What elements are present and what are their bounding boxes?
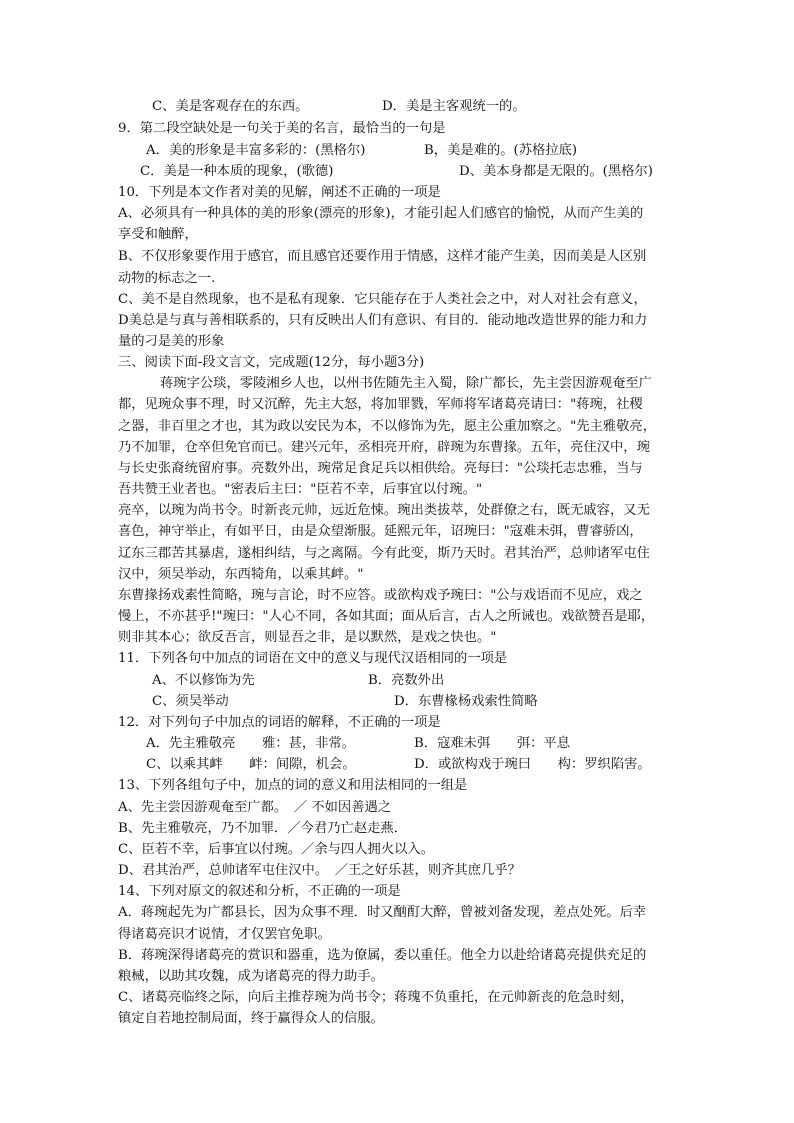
q13-line: B、先主雅敬亮，乃不加罪．／今君乃亡赵走燕．	[118, 821, 408, 836]
q8-option-c: C、美是客观存在的东西。	[152, 99, 309, 114]
passage-line: 则非其本心；欲反吾言，则显吾之非，是以默然，是戏之快也。"	[118, 630, 497, 645]
passage-line: 乃不加罪，仓卒但免官而已。建兴元年，丞相亮开府，辟琬为东曹掾。五年，亮住汉中，琬	[118, 440, 650, 455]
passage-line: 汉中，须吴举动，东西犄角，以乘其衅。"	[118, 567, 364, 582]
q14-line: C、诸葛亮临终之际，向后主推荐琬为尚书令；蒋瑰不负重托，在元帅新丧的危急时刻，	[118, 990, 634, 1005]
q14-line: 得诸葛亮识才说情，才仅罢官免职。	[118, 927, 331, 942]
passage-line: 辽东三郡苦其暴虐，遂相纠结，与之离隔。今有此变，斯乃天时。君其治严，总帅诸军屯住	[118, 546, 650, 561]
passage-line: 亮卒，以琬为尚书令。时新丧元帅，远近危悚。琬出类拔萃，处群僚之右，既无戚容，又无	[118, 503, 650, 518]
q12-option-d: D．或欲构戏于琬曰 构：罗织陷害。	[414, 757, 651, 772]
passage-line: 与长史张裔统留府事。亮数外出，琬常足食足兵以相供给。亮每曰："公琰托志忠雅，当与	[118, 461, 643, 476]
passage-line: 喜色，神守举止，有如平日，由是众望渐服。延熙元年，诏琬曰："寇难未弭，曹睿骄凶，	[118, 524, 643, 539]
q10-line: B、不仅形象要作用于感官，而且感官还要作用于情感，这样才能产生美，因而美是人区别	[118, 249, 647, 264]
q12-option-c: C、以乘其衅 衅：间隙，机会。	[146, 757, 356, 772]
passage-line: 吾共赞王业者也。"密表后主曰："臣若不幸，后事宜以付琬。"	[118, 482, 483, 497]
q10-stem: 10．下列是本文作者对美的见解，阐述不正确的一项是	[118, 185, 441, 200]
q10-line: A、必须具有一种具体的美的形象(漂亮的形象)，才能引起人们感官的愉悦，从而产生美的	[118, 206, 644, 221]
q11-option-c: C、须吴举动	[152, 694, 229, 709]
q13-line: A、先主尝因游观奄至广都。 ／ 不如因善遇之	[118, 800, 392, 815]
passage-line: 都，见琬众事不理，时又沉醉，先主大怒，将加罪戮，军师将军诸葛亮请曰："蒋琬，社稷	[118, 397, 643, 412]
q14-line: A．蒋琬起先为广都县长，因为众事不理．时又酗酊大醉，曾被刘备发现，差点处死。后幸	[118, 905, 647, 920]
q9-option-b: B，美是难的。(苏格拉底)	[424, 143, 578, 158]
q14-line: 镇定自若地控制局面，终于赢得众人的信服。	[118, 1011, 384, 1026]
q14-line: 粮械，以助其攻魏，成为诸葛亮的得力助手。	[118, 969, 384, 984]
q12-option-a: A．先主雅敬亮 雅：甚，非常。	[146, 736, 356, 751]
passage-line: 慢上，不亦甚乎!"琬曰："人心不同，各如其面；面从后言，古人之所诫也。戏欲赞吾是耶，	[118, 609, 655, 624]
q10-line: C、美不是自然现象，也不是私有现象．它只能存在于人类社会之中，对人对社会有意义，	[118, 292, 647, 307]
q9-stem: 9．第二段空缺处是一句关于美的名言，最恰当的一句是	[118, 121, 446, 136]
q11-stem: 11．下列各句中加点的词语在文中的意义与现代汉语相同的一项是	[118, 651, 508, 666]
q12-option-b: B．寇难未弭 弭：平息	[414, 736, 571, 751]
q14-stem: 14、下列对原文的叙述和分析，不正确的一项是	[118, 884, 401, 899]
q10-line: 享受和触醉，	[118, 227, 198, 242]
q11-option-d: D．东曹椽杨戏索性简略	[394, 694, 538, 709]
q14-line: B．蒋琬深得诸葛亮的赏识和器重，选为僚属，委以重任。他全力以赴给诸葛亮提供充足的	[118, 948, 647, 963]
q13-stem: 13、下列各组句子中，加点的词的意义和用法相同的一组是	[118, 778, 468, 793]
section-heading: 三、阅读下面-段文言文，完成题(12分，每小题3分)	[118, 355, 425, 370]
q10-line: D美总是与真与善相联系的，只有反映出人们有意识、有目的．能动地改造世界的能力和力	[118, 313, 648, 328]
q11-option-b: B．亮数外出	[368, 673, 445, 688]
q8-option-d: D．美是主客观统一的。	[382, 99, 526, 114]
q9-option-d: D、美本身都是无限的。(黑格尔)	[459, 164, 653, 179]
q9-option-c: C．美是一种本质的现象，(歌德)	[140, 164, 334, 179]
q10-line: 动物的标志之一.	[118, 271, 216, 286]
passage-line: 之器，非百里之才也，其为政以安民为本，不以修饰为先，愿主公重加察之。"先主雅敬亮，	[118, 419, 656, 434]
q13-line: D、君其治严，总帅诸军屯住汉中。 ／王之好乐甚，则齐其庶几乎？	[118, 863, 521, 878]
passage-line: 蒋琬字公琰，零陵湘乡人也，以州书佐随先主入蜀，除广都长，先主尝因游观奄至广	[160, 376, 652, 391]
q12-stem: 12．对下列句子中加点的词语的解释，不正确的一项是	[118, 715, 441, 730]
passage-line: 东曹掾扬戏素性简略，琬与言论，时不应答。或欲构戏予琬曰："公与戏语而不见应，戏之	[118, 588, 643, 603]
q13-line: C、臣若不幸，后事宜以付琬。／余与四人拥火以入。	[118, 842, 435, 857]
q10-line: 量的刁是美的形象	[118, 334, 225, 349]
q9-option-a: A．美的形象是丰富多彩的：(黑格尔)	[146, 143, 366, 158]
q11-option-a: A、不以修饰为先	[152, 673, 255, 688]
